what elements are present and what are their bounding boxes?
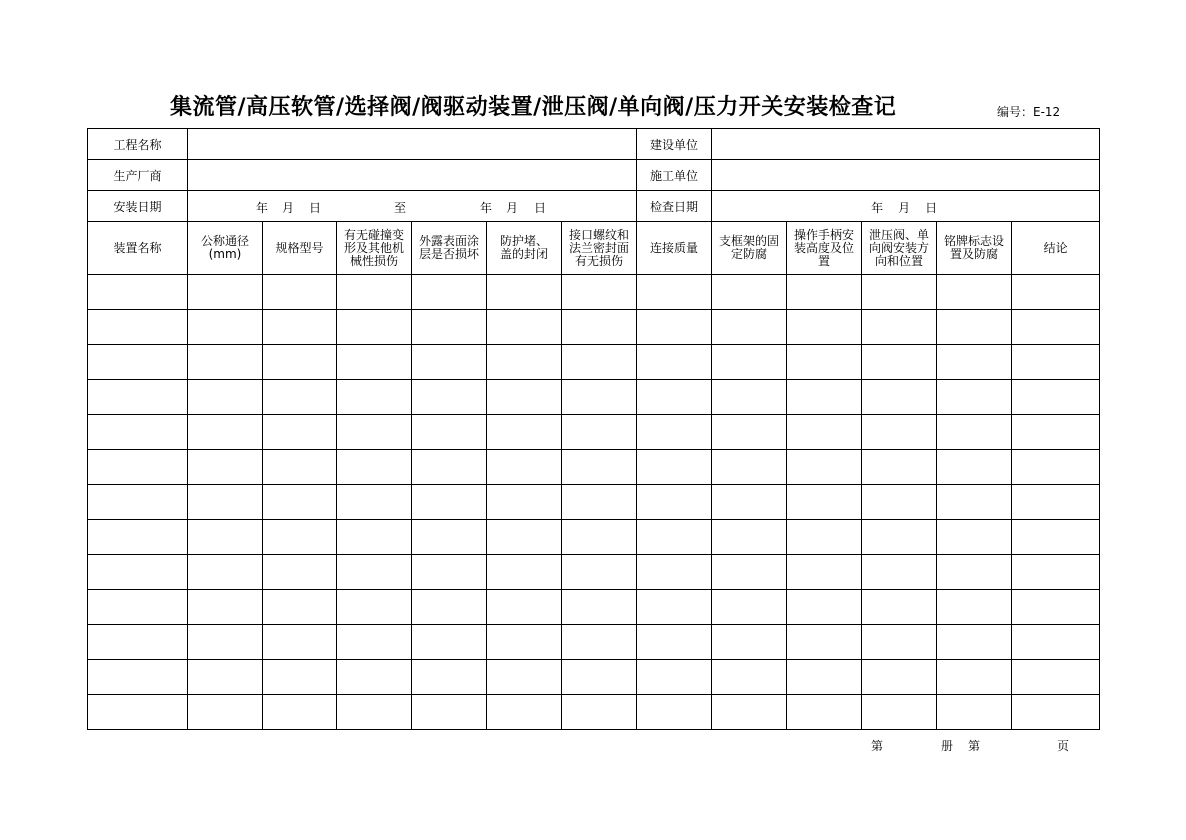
table-cell[interactable] xyxy=(263,625,337,660)
table-cell[interactable] xyxy=(712,555,787,590)
table-cell[interactable] xyxy=(263,485,337,520)
table-cell[interactable] xyxy=(712,380,787,415)
table-cell[interactable] xyxy=(1012,485,1100,520)
install-date-label: 安装日期 xyxy=(88,191,188,222)
table-cell[interactable] xyxy=(88,415,188,450)
table-cell[interactable] xyxy=(1012,275,1100,310)
table-cell[interactable] xyxy=(862,380,937,415)
table-cell[interactable] xyxy=(412,310,487,345)
table-cell[interactable] xyxy=(337,590,412,625)
table-cell[interactable] xyxy=(487,520,562,555)
builder-field[interactable] xyxy=(712,129,1100,160)
table-row xyxy=(88,520,1100,555)
column-header-row xyxy=(88,222,1100,275)
table-cell[interactable] xyxy=(937,345,1012,380)
table-cell[interactable] xyxy=(787,415,862,450)
table-row xyxy=(88,310,1100,345)
table-cell[interactable] xyxy=(787,380,862,415)
table-cell[interactable] xyxy=(412,625,487,660)
table-cell[interactable] xyxy=(862,555,937,590)
table-cell[interactable] xyxy=(263,275,337,310)
table-cell[interactable] xyxy=(787,345,862,380)
table-cell[interactable] xyxy=(637,450,712,485)
table-cell[interactable] xyxy=(188,695,263,730)
table-cell[interactable] xyxy=(1012,415,1100,450)
install-date-to: 至 xyxy=(394,201,407,215)
table-cell[interactable] xyxy=(412,415,487,450)
table-cell[interactable] xyxy=(487,275,562,310)
table-cell[interactable] xyxy=(562,275,637,310)
table-cell[interactable] xyxy=(337,520,412,555)
column-header-4: 外露表面涂 层是否损坏 xyxy=(412,222,487,275)
project-name-label: 工程名称 xyxy=(88,129,188,160)
table-cell[interactable] xyxy=(787,590,862,625)
table-cell[interactable] xyxy=(787,625,862,660)
manufacturer-field[interactable] xyxy=(188,160,637,191)
table-cell[interactable] xyxy=(188,345,263,380)
document-title: 集流管/高压软管/选择阀/阀驱动装置/泄压阀/单向阀/压力开关安装检查记 xyxy=(170,95,897,120)
table-cell[interactable] xyxy=(88,345,188,380)
document-code: 编号：E-12 xyxy=(997,105,1061,119)
table-cell[interactable] xyxy=(562,520,637,555)
table-cell[interactable] xyxy=(188,660,263,695)
constructor-field[interactable] xyxy=(712,160,1100,191)
column-header-8: 支框架的固 定防腐 xyxy=(712,222,787,275)
column-header-9: 操作手柄安 装高度及位 置 xyxy=(787,222,862,275)
table-cell[interactable] xyxy=(637,695,712,730)
table-cell[interactable] xyxy=(637,310,712,345)
table-cell[interactable] xyxy=(937,310,1012,345)
table-cell[interactable] xyxy=(263,380,337,415)
table-cell[interactable] xyxy=(862,450,937,485)
table-cell[interactable] xyxy=(1012,555,1100,590)
table-cell[interactable] xyxy=(337,485,412,520)
table-cell[interactable] xyxy=(263,310,337,345)
table-cell[interactable] xyxy=(412,485,487,520)
table-cell[interactable] xyxy=(487,380,562,415)
table-cell[interactable] xyxy=(487,555,562,590)
table-cell[interactable] xyxy=(263,345,337,380)
table-row xyxy=(88,345,1100,380)
table-row xyxy=(88,660,1100,695)
table-cell[interactable] xyxy=(263,660,337,695)
table-cell[interactable] xyxy=(937,380,1012,415)
table-cell[interactable] xyxy=(188,520,263,555)
table-cell[interactable] xyxy=(712,520,787,555)
table-cell[interactable] xyxy=(1012,660,1100,695)
table-cell[interactable] xyxy=(188,310,263,345)
table-cell[interactable] xyxy=(1012,625,1100,660)
table-cell[interactable] xyxy=(1012,310,1100,345)
table-cell[interactable] xyxy=(487,485,562,520)
table-cell[interactable] xyxy=(1012,695,1100,730)
table-cell[interactable] xyxy=(188,625,263,660)
table-cell[interactable] xyxy=(88,310,188,345)
table-cell[interactable] xyxy=(937,520,1012,555)
table-cell[interactable] xyxy=(637,590,712,625)
column-header-3: 有无碰撞变 形及其他机 械性损伤 xyxy=(337,222,412,275)
table-cell[interactable] xyxy=(787,310,862,345)
install-start-day: 日 xyxy=(309,201,322,215)
table-cell[interactable] xyxy=(562,485,637,520)
table-cell[interactable] xyxy=(1012,520,1100,555)
table-cell[interactable] xyxy=(862,345,937,380)
table-cell[interactable] xyxy=(562,310,637,345)
table-cell[interactable] xyxy=(88,520,188,555)
table-cell[interactable] xyxy=(787,555,862,590)
table-cell[interactable] xyxy=(637,275,712,310)
table-cell[interactable] xyxy=(637,520,712,555)
table-cell[interactable] xyxy=(412,555,487,590)
install-end-month: 月 xyxy=(506,201,519,215)
table-cell[interactable] xyxy=(337,660,412,695)
table-cell[interactable] xyxy=(337,695,412,730)
table-cell[interactable] xyxy=(263,695,337,730)
table-cell[interactable] xyxy=(88,695,188,730)
footer-di2: 第 xyxy=(968,739,981,753)
column-header-6: 接口螺纹和 法兰密封面 有无损伤 xyxy=(562,222,637,275)
column-header-11: 铭牌标志设 置及防腐 xyxy=(937,222,1012,275)
table-cell[interactable] xyxy=(188,415,263,450)
table-cell[interactable] xyxy=(188,485,263,520)
footer-ce: 册 xyxy=(941,739,954,753)
inspect-day: 日 xyxy=(925,201,938,215)
inspect-month: 月 xyxy=(898,201,911,215)
table-cell[interactable] xyxy=(712,450,787,485)
table-cell[interactable] xyxy=(862,415,937,450)
footer-di: 第 xyxy=(871,739,884,753)
table-cell[interactable] xyxy=(412,590,487,625)
install-end-day: 日 xyxy=(534,201,547,215)
table-cell[interactable] xyxy=(562,345,637,380)
table-cell[interactable] xyxy=(337,345,412,380)
table-cell[interactable] xyxy=(937,625,1012,660)
table-cell[interactable] xyxy=(637,380,712,415)
column-header-1: 公称通径 (mm) xyxy=(188,222,263,275)
table-cell[interactable] xyxy=(712,310,787,345)
table-cell[interactable] xyxy=(562,415,637,450)
table-cell[interactable] xyxy=(88,555,188,590)
table-cell[interactable] xyxy=(337,450,412,485)
table-cell[interactable] xyxy=(637,660,712,695)
table-cell[interactable] xyxy=(337,415,412,450)
table-cell[interactable] xyxy=(1012,380,1100,415)
table-cell[interactable] xyxy=(862,625,937,660)
table-row xyxy=(88,415,1100,450)
table-cell[interactable] xyxy=(412,275,487,310)
manufacturer-row xyxy=(88,160,1100,191)
table-cell[interactable] xyxy=(412,450,487,485)
table-cell[interactable] xyxy=(337,555,412,590)
table-cell[interactable] xyxy=(412,520,487,555)
table-cell[interactable] xyxy=(937,555,1012,590)
column-header-5: 防护堵、 盖的封闭 xyxy=(487,222,562,275)
table-cell[interactable] xyxy=(487,625,562,660)
table-cell[interactable] xyxy=(188,590,263,625)
table-cell[interactable] xyxy=(412,695,487,730)
table-cell[interactable] xyxy=(937,695,1012,730)
table-cell[interactable] xyxy=(937,590,1012,625)
table-cell[interactable] xyxy=(787,450,862,485)
table-cell[interactable] xyxy=(562,660,637,695)
table-cell[interactable] xyxy=(487,415,562,450)
table-cell[interactable] xyxy=(712,345,787,380)
table-cell[interactable] xyxy=(562,450,637,485)
table-cell[interactable] xyxy=(637,415,712,450)
table-cell[interactable] xyxy=(188,275,263,310)
table-cell[interactable] xyxy=(862,695,937,730)
table-cell[interactable] xyxy=(862,485,937,520)
table-cell[interactable] xyxy=(88,625,188,660)
project-name-field[interactable] xyxy=(188,129,637,160)
table-cell[interactable] xyxy=(412,660,487,695)
table-cell[interactable] xyxy=(712,625,787,660)
table-cell[interactable] xyxy=(637,555,712,590)
table-cell[interactable] xyxy=(862,660,937,695)
table-cell[interactable] xyxy=(787,485,862,520)
footer-ye: 页 xyxy=(1057,739,1070,753)
table-cell[interactable] xyxy=(562,590,637,625)
table-cell[interactable] xyxy=(862,520,937,555)
table-cell[interactable] xyxy=(712,660,787,695)
table-row xyxy=(88,485,1100,520)
table-cell[interactable] xyxy=(1012,345,1100,380)
table-cell[interactable] xyxy=(88,275,188,310)
inspect-date-field[interactable] xyxy=(712,191,1100,222)
column-header-7: 连接质量 xyxy=(637,222,712,275)
table-cell[interactable] xyxy=(937,485,1012,520)
table-cell[interactable] xyxy=(937,275,1012,310)
table-row xyxy=(88,625,1100,660)
date-row xyxy=(88,191,1100,222)
table-cell[interactable] xyxy=(562,625,637,660)
table-row xyxy=(88,695,1100,730)
table-cell[interactable] xyxy=(712,275,787,310)
table-row xyxy=(88,590,1100,625)
table-cell[interactable] xyxy=(637,485,712,520)
table-cell[interactable] xyxy=(562,380,637,415)
inspection-table xyxy=(87,128,1100,730)
table-cell[interactable] xyxy=(862,275,937,310)
manufacturer-label: 生产厂商 xyxy=(88,160,188,191)
table-cell[interactable] xyxy=(787,695,862,730)
install-start-month: 月 xyxy=(282,201,295,215)
table-cell[interactable] xyxy=(787,275,862,310)
table-cell[interactable] xyxy=(487,450,562,485)
table-cell[interactable] xyxy=(712,485,787,520)
table-cell[interactable] xyxy=(487,695,562,730)
table-row xyxy=(88,275,1100,310)
builder-label: 建设单位 xyxy=(637,129,712,160)
inspect-year: 年 xyxy=(871,201,884,215)
install-start-year: 年 xyxy=(256,201,269,215)
table-cell[interactable] xyxy=(637,625,712,660)
table-cell[interactable] xyxy=(188,450,263,485)
constructor-label: 施工单位 xyxy=(637,160,712,191)
inspect-date-label: 检查日期 xyxy=(637,191,712,222)
table-cell[interactable] xyxy=(862,590,937,625)
column-header-10: 泄压阀、单 向阀安装方 向和位置 xyxy=(862,222,937,275)
table-cell[interactable] xyxy=(562,555,637,590)
table-cell[interactable] xyxy=(188,555,263,590)
table-cell[interactable] xyxy=(412,345,487,380)
table-cell[interactable] xyxy=(263,450,337,485)
table-row xyxy=(88,450,1100,485)
table-cell[interactable] xyxy=(337,310,412,345)
install-date-field[interactable] xyxy=(188,191,637,222)
table-cell[interactable] xyxy=(88,660,188,695)
column-header-0: 装置名称 xyxy=(88,222,188,275)
table-cell[interactable] xyxy=(487,590,562,625)
table-cell[interactable] xyxy=(88,380,188,415)
install-end-year: 年 xyxy=(480,201,493,215)
table-cell[interactable] xyxy=(787,660,862,695)
table-cell[interactable] xyxy=(263,415,337,450)
column-header-12: 结论 xyxy=(1012,222,1100,275)
table-cell[interactable] xyxy=(937,415,1012,450)
table-cell[interactable] xyxy=(487,660,562,695)
table-cell[interactable] xyxy=(487,345,562,380)
column-header-2: 规格型号 xyxy=(263,222,337,275)
table-cell[interactable] xyxy=(263,555,337,590)
table-cell[interactable] xyxy=(562,695,637,730)
table-cell[interactable] xyxy=(637,345,712,380)
table-cell[interactable] xyxy=(412,380,487,415)
table-cell[interactable] xyxy=(712,415,787,450)
table-cell[interactable] xyxy=(337,275,412,310)
table-row xyxy=(88,555,1100,590)
table-cell[interactable] xyxy=(712,590,787,625)
table-cell[interactable] xyxy=(263,590,337,625)
table-cell[interactable] xyxy=(337,380,412,415)
table-cell[interactable] xyxy=(88,450,188,485)
table-cell[interactable] xyxy=(188,380,263,415)
table-cell[interactable] xyxy=(862,310,937,345)
table-cell[interactable] xyxy=(88,590,188,625)
table-cell[interactable] xyxy=(487,310,562,345)
table-cell[interactable] xyxy=(337,625,412,660)
table-cell[interactable] xyxy=(263,520,337,555)
table-cell[interactable] xyxy=(1012,590,1100,625)
table-cell[interactable] xyxy=(88,485,188,520)
table-row xyxy=(88,380,1100,415)
table-cell[interactable] xyxy=(937,450,1012,485)
table-cell[interactable] xyxy=(937,660,1012,695)
table-cell[interactable] xyxy=(712,695,787,730)
table-cell[interactable] xyxy=(787,520,862,555)
table-cell[interactable] xyxy=(1012,450,1100,485)
project-row xyxy=(88,129,1100,160)
